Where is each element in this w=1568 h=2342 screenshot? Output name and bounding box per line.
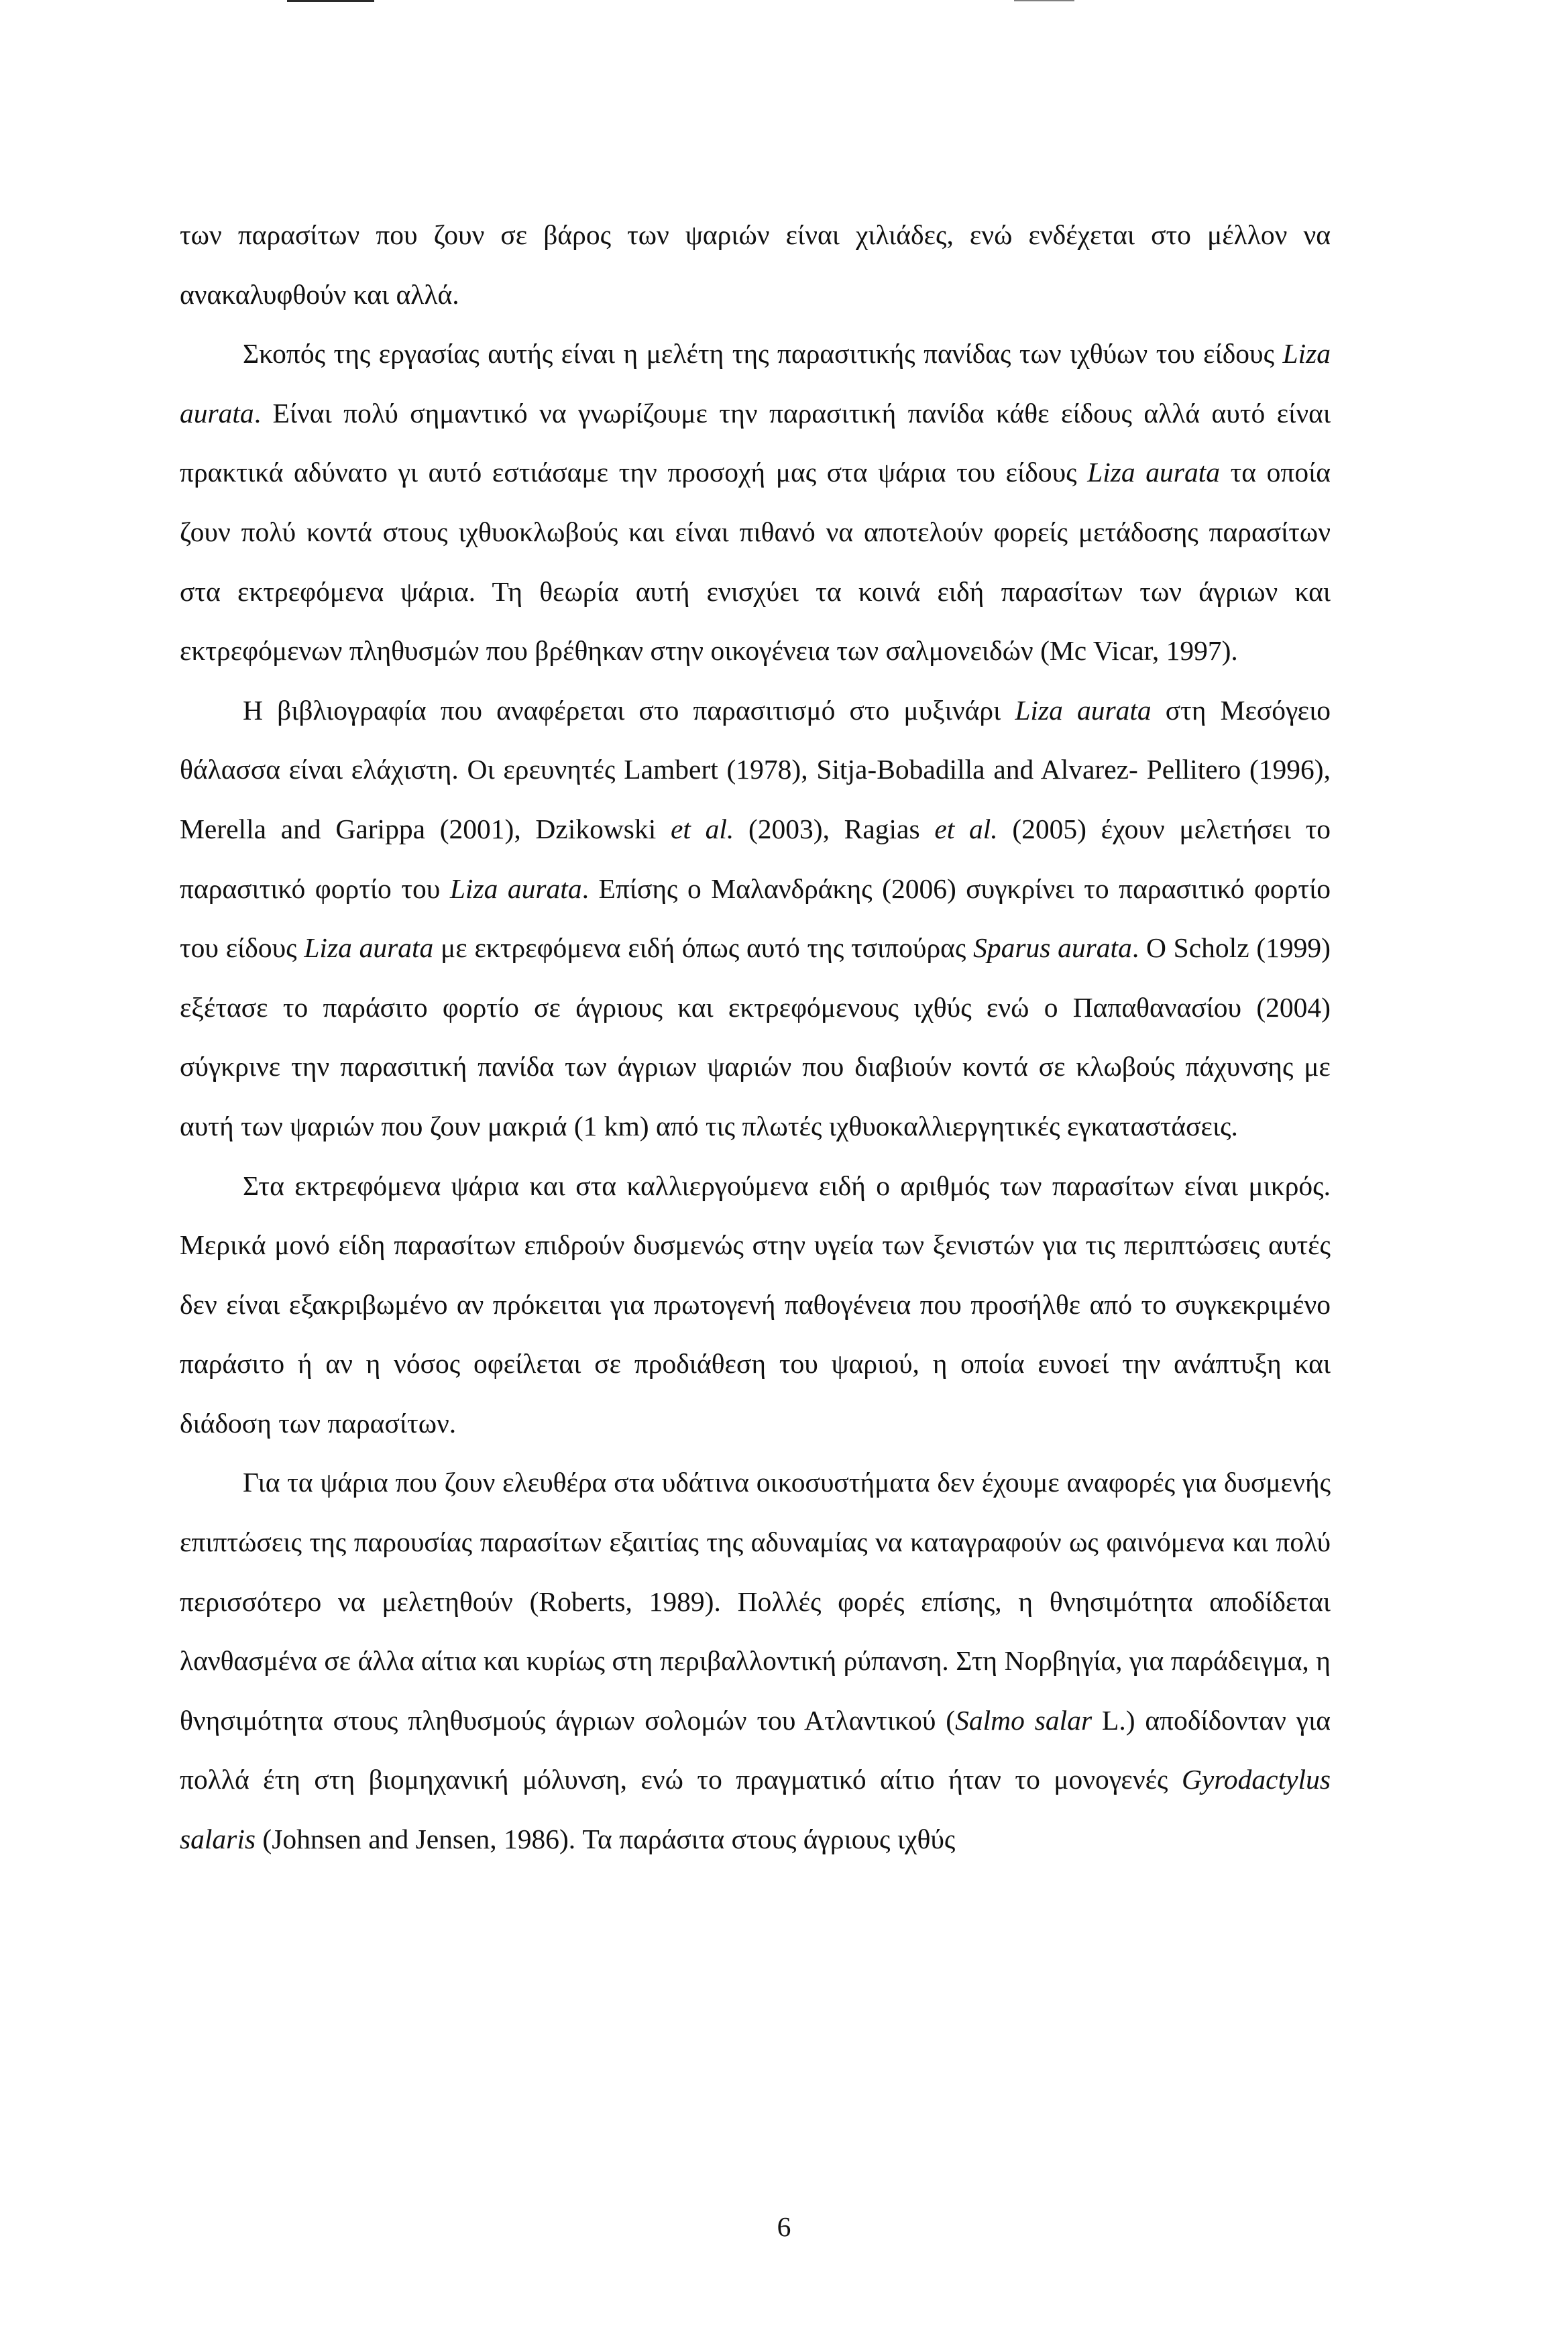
text-run: Η βιβλιογραφία που αναφέρεται στο παρασιτισμό στο μυξινάρι — [243, 694, 1015, 726]
text-run: Για τα ψάρια που ζουν ελευθέρα στα υδάτινα οικοσυστήματα δεν έχουμε αναφορές για δυσμενής επιπτώσεις της παρουσίας παρασίτων εξαιτίας της αδυναμίας να καταγραφούν ως φαινόμενα και πολύ περισσότερο να μελετηθούν (Roberts, 1989). Πολλές φορές επίσης, η θνησιμότητα αποδίδεται λανθασμένα σε άλλα αίτια και κυρίως στη περιβαλλοντική ρύπανση. Στη Νορβηγία, για παράδειγμα, η θνησιμότητα στους πληθυσμούς άγριων σολομών του Ατλαντικού ( — [180, 1467, 1331, 1736]
text-run: L.) αποδίδονταν για πολλά έτη στη βιομηχανική μόλυνση, ενώ το πραγματικό αίτιο ήταν το μονογενές — [180, 1704, 1331, 1795]
scan-edge-mark-right — [1014, 0, 1074, 1]
text-run: στη Μεσόγειο θάλασσα είναι ελάχιστη. Οι ερευνητές Lambert (1978), Sitja-Bobadilla and Alvarez- Pellitero (1996), Merella and Garippa (2001), Dzikowski — [180, 694, 1331, 844]
italic-term: Gyrodactylus salaris — [180, 1764, 1331, 1855]
text-run: (2005) έχουν μελετήσει το παρασιτικό φορτίο του — [180, 813, 1331, 904]
paragraph — [180, 681, 1331, 1156]
text-run: . O Scholz (1999) εξέτασε το παράσιτο φορτίο σε άγριους και εκτρεφόμενους ιχθύς ενώ ο Παπαθανασίου (2004) σύγκρινε την παρασιτική πανίδα των άγριων ψαριών που διαβιούν κοντά σε κλωβούς πάχυνσης με αυτή των ψαριών που ζουν μακριά (1 km) από τις πλωτές ιχθυοκαλλιεργητικές εγκαταστάσεις. — [180, 932, 1331, 1141]
text-run: Στα εκτρεφόμενα ψάρια και στα καλλιεργούμενα ειδή ο αριθμός των παρασίτων είναι μικρός. Μερικά μονό είδη παρασίτων επιδρούν δυσμενώς στην υγεία των ξενιστών για τις περιπτώσεις αυτές δεν είναι εξακριβωμένο αν πρόκειται για πρωτογενή παθογένεια που προσήλθε από το συγκεκριμένο παράσιτο ή αν η νόσος οφείλεται σε προδιάθεση του ψαριού, η οποία ευνοεί την ανάπτυξη και διάδοση των παρασίτων. — [180, 1170, 1331, 1439]
italic-term: et al. — [670, 813, 734, 844]
paragraph — [180, 205, 1331, 324]
italic-term: Liza aurata — [449, 873, 582, 904]
italic-term: Liza aurata — [304, 932, 434, 964]
italic-term: Liza aurata — [180, 338, 1331, 429]
paragraph — [180, 1453, 1331, 1869]
text-run: . Είναι πολύ σημαντικό να γνωρίζουμε την παρασιτική πανίδα κάθε είδους αλλά αυτό είναι πρακτικά αδύνατο γι αυτό εστιάσαμε την προσοχή μας στα ψάρια του είδους — [180, 397, 1331, 488]
italic-term: Liza aurata — [1087, 457, 1220, 488]
page-number: 6 — [777, 2211, 791, 2242]
paragraph — [180, 324, 1331, 681]
text-run: (Johnsen and Jensen, 1986). Τα παράσιτα στους άγριους ιχθύς — [256, 1824, 956, 1855]
text-run: τα οποία ζουν πολύ κοντά στους ιχθυοκλωβούς και είναι πιθανό να αποτελούν φορείς μετάδοσης παρασίτων στα εκτρεφόμενα ψάρια. Τη θεωρία αυτή ενισχύει τα κοινά ειδή παρασίτων των άγριων και εκτρεφόμενων πληθυσμών που βρέθηκαν στην οικογένεια των σαλμονειδών (Mc Vicar, 1997). — [180, 457, 1331, 667]
scan-edge-mark-left — [287, 0, 374, 2]
text-run: . Επίσης ο Μαλανδράκης (2006) συγκρίνει το παρασιτικό φορτίο του είδους — [180, 873, 1331, 964]
italic-term: Sparus aurata — [973, 932, 1132, 964]
text-run: Σκοπός της εργασίας αυτής είναι η μελέτη της παρασιτικής πανίδας των ιχθύων του είδους — [243, 338, 1283, 370]
text-run: (2003), Ragias — [734, 813, 935, 844]
text-run: των παρασίτων που ζουν σε βάρος των ψαριών είναι χιλιάδες, ενώ ενδέχεται στο μέλλον να ανακαλυφθούν και αλλά. — [180, 219, 1331, 310]
italic-term: et al. — [934, 813, 998, 844]
italic-term: Liza aurata — [1015, 694, 1152, 726]
italic-term: Salmo salar — [955, 1704, 1093, 1736]
text-run: με εκτρεφόμενα ειδή όπως αυτό της τσιπούρας — [433, 932, 974, 964]
paragraph — [180, 1156, 1331, 1453]
page-body-text — [180, 205, 1331, 1869]
